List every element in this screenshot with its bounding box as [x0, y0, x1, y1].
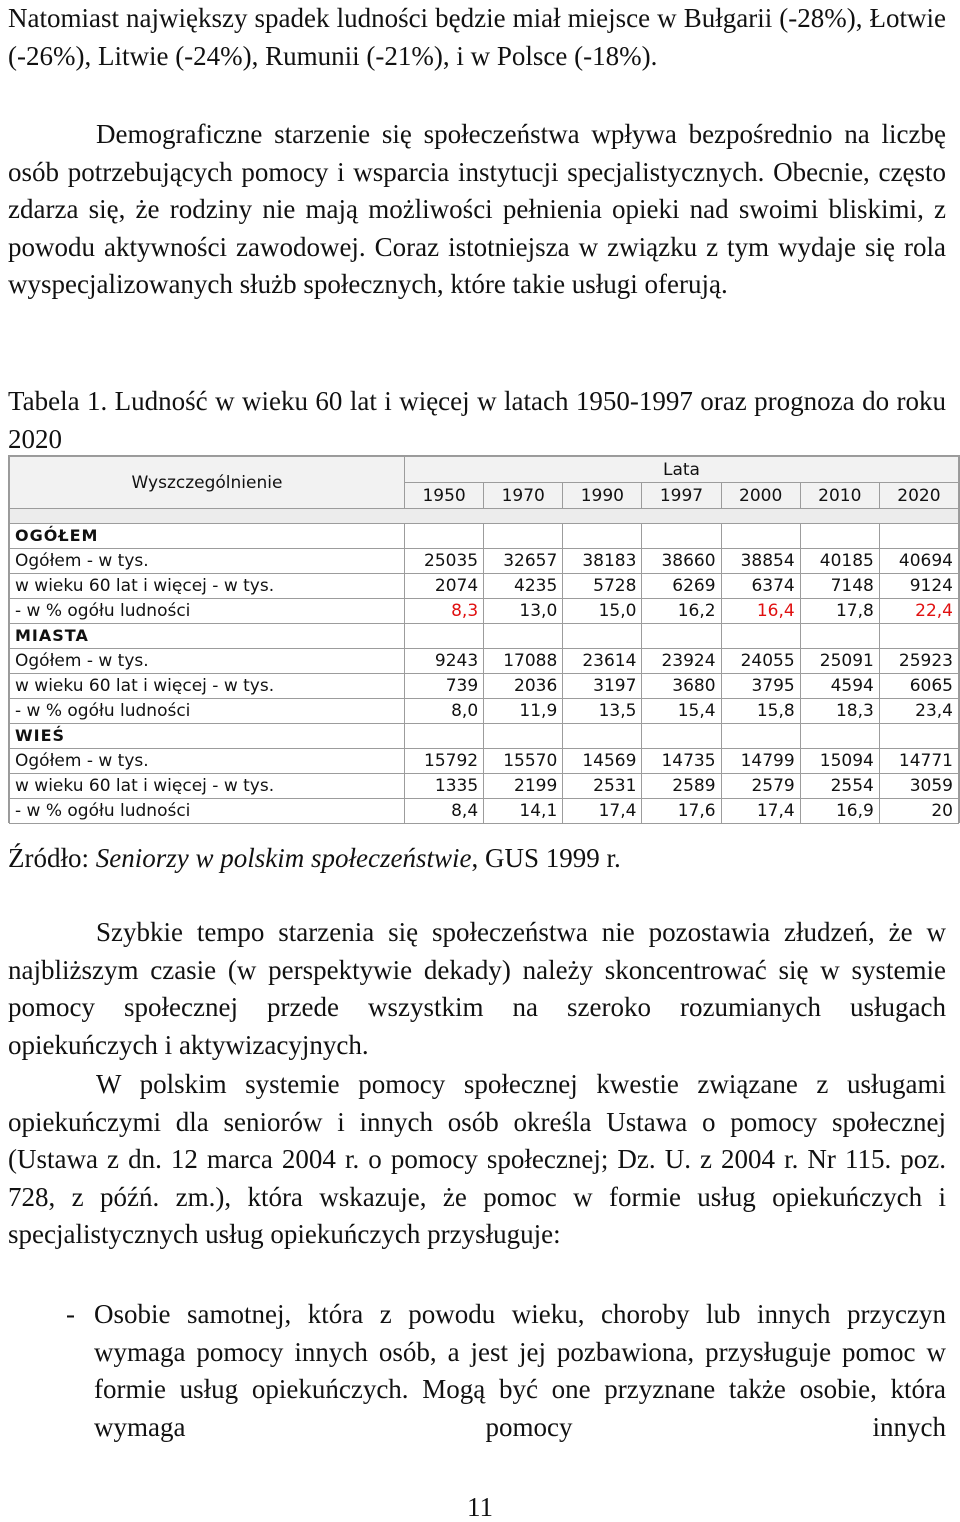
table-cell: 13,5: [563, 699, 642, 724]
table-cell: 2199: [484, 774, 563, 799]
table-section-title: MIASTA: [10, 624, 405, 649]
table-cell: 18,3: [800, 699, 879, 724]
table-empty-cell: [642, 524, 721, 549]
table-cell: 23924: [642, 649, 721, 674]
table-empty-cell: [879, 524, 958, 549]
table-empty-cell: [879, 724, 958, 749]
table-row-label: - w % ogółu ludności: [10, 799, 405, 824]
table-cell: 20: [879, 799, 958, 824]
table-section-row: [10, 724, 959, 749]
table-cell: 15,8: [721, 699, 800, 724]
table-cell: 15094: [800, 749, 879, 774]
table-cell: 15,4: [642, 699, 721, 724]
list-dash: -: [66, 1299, 75, 1329]
table-empty-cell: [405, 624, 484, 649]
list-item-text: Osobie samotnej, która z powodu wieku, choroby lub innych przyczyn wymaga pomocy innych osób, a jest jej pozbawiona, przysługuje pomoc w formie usług opiekuńczych. Mogą być one przyznane także osobie, która wymaga pomocy innych: [94, 1299, 946, 1442]
table-cell: 4594: [800, 674, 879, 699]
list-item: [0, 1296, 946, 1446]
table-cell: 15792: [405, 749, 484, 774]
table-cell: 15,0: [563, 599, 642, 624]
table-row-label: - w % ogółu ludności: [10, 699, 405, 724]
table-section-title: OGÓŁEM: [10, 524, 405, 549]
table-empty-cell: [642, 624, 721, 649]
table-row-label: - w % ogółu ludności: [10, 599, 405, 624]
table-cell: 17,6: [642, 799, 721, 824]
table-cell: 16,9: [800, 799, 879, 824]
table-row-label: Ogółem - w tys.: [10, 749, 405, 774]
table-cell: 3059: [879, 774, 958, 799]
paragraph-demographic-decline: Natomiast największy spadek ludności będzie miał miejsce w Bułgarii (-28%), Łotwie (-26%), Litwie (-24%), Rumunii (-21%), i w Polsce (-18%).: [8, 3, 946, 71]
table-year-header: 1950: [405, 483, 484, 509]
table-year-header: 1997: [642, 483, 721, 509]
table-cell: 40185: [800, 549, 879, 574]
table-cell: 3795: [721, 674, 800, 699]
table-cell: 38660: [642, 549, 721, 574]
table-empty-cell: [721, 624, 800, 649]
table-cell: 2074: [405, 574, 484, 599]
table-cell: 14799: [721, 749, 800, 774]
table-empty-cell: [405, 524, 484, 549]
table-header-label: Wyszczególnienie: [10, 457, 405, 509]
table-source: [8, 842, 621, 874]
table-cell: 17,4: [563, 799, 642, 824]
table-row-label: Ogółem - w tys.: [10, 549, 405, 574]
table-row-label: w wieku 60 lat i więcej - w tys.: [10, 574, 405, 599]
table-section-title: WIEŚ: [10, 724, 405, 749]
paragraph-aging-tempo: Szybkie tempo starzenia się społeczeństwa nie pozostawia złudzeń, że w najbliższym czasie (w perspektywie dekady) należy skoncentrować się w systemie pomocy społecznej przede wszystkim na szeroko rozumianych usługach opiekuńczych i aktywizacyjnych.: [8, 917, 946, 1060]
table-empty-cell: [721, 724, 800, 749]
table-cell: 24055: [721, 649, 800, 674]
table-cell: 6374: [721, 574, 800, 599]
table-cell: 23614: [563, 649, 642, 674]
table-header-years-group: Lata: [405, 457, 959, 483]
table-cell: 14569: [563, 749, 642, 774]
page-number: 11: [467, 1492, 493, 1522]
table-cell: 22,4: [879, 599, 958, 624]
table-cell: 23,4: [879, 699, 958, 724]
table-year-header: 1990: [563, 483, 642, 509]
table-row: [10, 649, 959, 674]
table-cell: 25923: [879, 649, 958, 674]
table-cell: 40694: [879, 549, 958, 574]
table-cell: 2589: [642, 774, 721, 799]
table-row-label: Ogółem - w tys.: [10, 649, 405, 674]
table-cell: 25035: [405, 549, 484, 574]
table-cell: 17,4: [721, 799, 800, 824]
table-cell: 25091: [800, 649, 879, 674]
table-year-header: 2010: [800, 483, 879, 509]
table-row: [10, 674, 959, 699]
table-cell: 3197: [563, 674, 642, 699]
table-section-row: [10, 524, 959, 549]
table-row: [10, 599, 959, 624]
table-cell: 3680: [642, 674, 721, 699]
table-cell: 15570: [484, 749, 563, 774]
eligibility-list: [0, 1296, 946, 1446]
table-row: [10, 749, 959, 774]
table-cell: 2531: [563, 774, 642, 799]
table-section-row: [10, 624, 959, 649]
table-cell: 4235: [484, 574, 563, 599]
table-cell: 2554: [800, 774, 879, 799]
paragraph-legal-basis: W polskim systemie pomocy społecznej kwestie związane z usługami opiekuńczymi dla seniorów i innych osób określa Ustawa o pomocy społecznej (Ustawa z dn. 12 marca 2004 r. o pomocy społecznej; Dz. U. z 2004 r. Nr 115. poz. 728, z późń. zm.), która wskazuje, że pomoc w formie usług opiekuńczych i specjalistycznych usług opiekuńczych przysługuje:: [8, 1069, 946, 1249]
table-empty-cell: [563, 624, 642, 649]
table-empty-cell: [721, 524, 800, 549]
table-cell: 17,8: [800, 599, 879, 624]
table-empty-cell: [405, 724, 484, 749]
table-empty-cell: [484, 624, 563, 649]
table-cell: 739: [405, 674, 484, 699]
table-row-label: w wieku 60 lat i więcej - w tys.: [10, 774, 405, 799]
source-title: Seniorzy w polskim społeczeństwie: [95, 843, 472, 873]
table-caption: Tabela 1. Ludność w wieku 60 lat i więcej w latach 1950-1997 oraz prognoza do roku 2020: [8, 386, 946, 454]
table-empty-cell: [563, 724, 642, 749]
table-empty-cell: [800, 724, 879, 749]
table-cell: 16,4: [721, 599, 800, 624]
table-empty-cell: [484, 724, 563, 749]
table-cell: 1335: [405, 774, 484, 799]
table-cell: 16,2: [642, 599, 721, 624]
table-cell: 13,0: [484, 599, 563, 624]
table-row: [10, 774, 959, 799]
table-cell: 5728: [563, 574, 642, 599]
table-empty-cell: [484, 524, 563, 549]
source-prefix: Źródło:: [8, 843, 89, 873]
table-row-label: w wieku 60 lat i więcej - w tys.: [10, 674, 405, 699]
table-empty-cell: [800, 524, 879, 549]
source-suffix: , GUS 1999 r.: [471, 843, 621, 873]
table-cell: 38183: [563, 549, 642, 574]
table-cell: 32657: [484, 549, 563, 574]
table-year-header: 2000: [721, 483, 800, 509]
table-cell: 14735: [642, 749, 721, 774]
table-cell: 8,3: [405, 599, 484, 624]
table-row: [10, 799, 959, 824]
table-row: [10, 574, 959, 599]
table-cell: 9124: [879, 574, 958, 599]
table-cell: 17088: [484, 649, 563, 674]
population-table: [8, 455, 960, 823]
table-empty-cell: [800, 624, 879, 649]
table-cell: 14771: [879, 749, 958, 774]
table-cell: 7148: [800, 574, 879, 599]
table-cell: 9243: [405, 649, 484, 674]
table-cell: 8,0: [405, 699, 484, 724]
table-cell: 2036: [484, 674, 563, 699]
paragraph-aging-impact: Demograficzne starzenie się społeczeństwa wpływa bezpośrednio na liczbę osób potrzebujących pomocy i wsparcia instytucji specjalistycznych. Obecnie, często zdarza się, że rodziny nie mają możliwości pełnienia opieki nad swoimi bliskimi, z powodu aktywności zawodowej. Coraz istotniejsza w związku z tym wydaje się rola wyspecjalizowanych służb społecznych, które takie usługi oferują.: [8, 119, 946, 299]
table-empty-cell: [563, 524, 642, 549]
table-year-header: 1970: [484, 483, 563, 509]
table-row: [10, 549, 959, 574]
table-cell: 6269: [642, 574, 721, 599]
table-year-header: 2020: [879, 483, 958, 509]
table-empty-cell: [642, 724, 721, 749]
table-cell: 38854: [721, 549, 800, 574]
table-row: [10, 699, 959, 724]
table-cell: 8,4: [405, 799, 484, 824]
table-cell: 2579: [721, 774, 800, 799]
table-cell: 6065: [879, 674, 958, 699]
table-empty-cell: [879, 624, 958, 649]
table-cell: 11,9: [484, 699, 563, 724]
table-cell: 14,1: [484, 799, 563, 824]
